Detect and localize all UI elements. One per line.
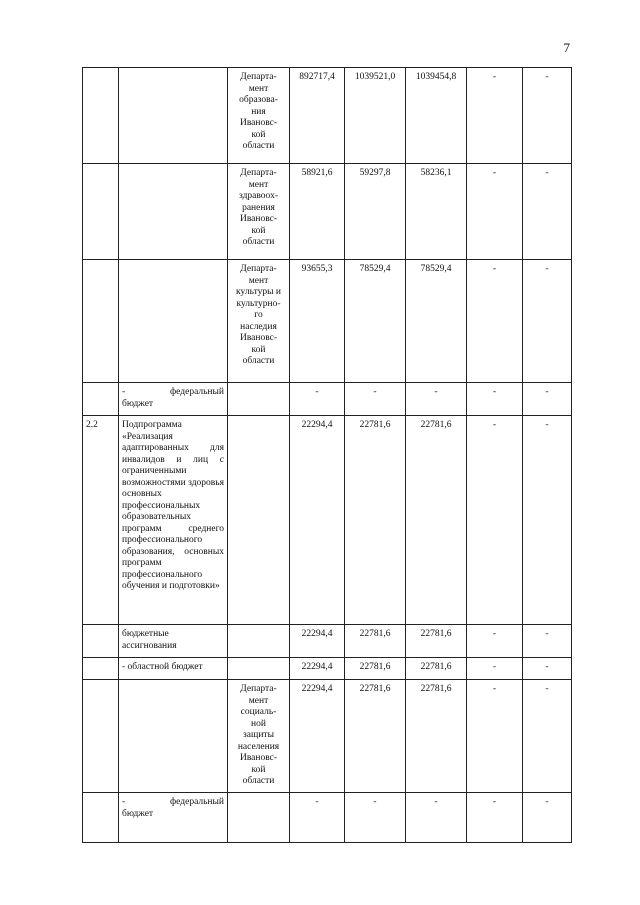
value-cell-y1: - — [290, 383, 345, 416]
name-main: федеральный — [170, 797, 224, 807]
value-cell-y1: 22294,4 — [290, 416, 345, 625]
table-row — [83, 68, 572, 164]
table-row — [83, 793, 572, 843]
value-cell-y1: 22294,4 — [290, 658, 345, 680]
row-number-cell — [83, 383, 119, 416]
name-cell — [119, 68, 228, 164]
row-number-cell — [83, 793, 119, 843]
value-cell-y5: - — [523, 260, 572, 383]
executor-cell: Департа- мент культуры и культурно- го наследия Ивановс- кой области — [228, 260, 290, 383]
value-cell-y1: 58921,6 — [290, 164, 345, 260]
value-cell-y3: 22781,6 — [406, 680, 467, 793]
value-cell-y2: - — [345, 383, 406, 416]
value-cell-y2: 22781,6 — [345, 625, 406, 658]
value-cell-y4: - — [467, 383, 523, 416]
value-cell-y2: 22781,6 — [345, 680, 406, 793]
value-cell-y2: 22781,6 — [345, 658, 406, 680]
value-cell-y5: - — [523, 658, 572, 680]
value-cell-y4: - — [467, 680, 523, 793]
name-cell: Подпрограмма «Реализация адаптированных для инвалидов и лиц с ограниченными возможностями здоровья основных профессиональных образовательных программ среднего профессионального образования, основных программ профессионального обучения и подготовки» — [119, 416, 228, 625]
value-cell-y5: - — [523, 625, 572, 658]
executor-cell — [228, 793, 290, 843]
value-cell-y4: - — [467, 68, 523, 164]
value-cell-y3: 58236,1 — [406, 164, 467, 260]
table-row — [83, 680, 572, 793]
name-cell: бюджетные ассигнования — [119, 625, 228, 658]
name-cell — [119, 164, 228, 260]
value-cell-y2: 22781,6 — [345, 416, 406, 625]
value-cell-y1: - — [290, 793, 345, 843]
name-cell — [119, 793, 228, 843]
value-cell-y2: 59297,8 — [345, 164, 406, 260]
value-cell-y3: 22781,6 — [406, 625, 467, 658]
value-cell-y1: 22294,4 — [290, 625, 345, 658]
row-number-cell — [83, 680, 119, 793]
name-main: федеральный — [170, 387, 224, 397]
budget-table — [82, 67, 572, 843]
value-cell-y4: - — [467, 658, 523, 680]
executor-cell: Департа- мент образова- ния Ивановс- кой области — [228, 68, 290, 164]
value-cell-y2: 1039521,0 — [345, 68, 406, 164]
table-row — [83, 658, 572, 680]
value-cell-y5: - — [523, 383, 572, 416]
page-number: 7 — [563, 40, 570, 55]
table-row — [83, 416, 572, 625]
row-number-cell — [83, 625, 119, 658]
table-row — [83, 625, 572, 658]
value-cell-y4: - — [467, 416, 523, 625]
value-cell-y3: 22781,6 — [406, 658, 467, 680]
executor-cell: Департа- мент здравоох- ранения Ивановс- кой области — [228, 164, 290, 260]
name-tail: бюджет — [122, 808, 154, 819]
value-cell-y5: - — [523, 416, 572, 625]
table-row — [83, 260, 572, 383]
value-cell-y3: 78529,4 — [406, 260, 467, 383]
name-prefix: - — [122, 797, 126, 807]
name-tail: бюджет — [122, 398, 154, 409]
row-number-cell: 2.2 — [83, 416, 119, 625]
row-number-cell — [83, 658, 119, 680]
value-cell-y5: - — [523, 680, 572, 793]
value-cell-y1: 22294,4 — [290, 680, 345, 793]
executor-cell — [228, 625, 290, 658]
name-cell — [119, 383, 228, 416]
name-cell: - областной бюджет — [119, 658, 228, 680]
value-cell-y1: 892717,4 — [290, 68, 345, 164]
value-cell-y5: - — [523, 793, 572, 843]
executor-cell: Департа- мент социаль- ной защиты населения Ивановс- кой области — [228, 680, 290, 793]
value-cell-y3: 1039454,8 — [406, 68, 467, 164]
executor-cell — [228, 383, 290, 416]
name-cell — [119, 260, 228, 383]
value-cell-y3: - — [406, 793, 467, 843]
value-cell-y3: - — [406, 383, 467, 416]
row-number-cell — [83, 68, 119, 164]
value-cell-y4: - — [467, 625, 523, 658]
name-prefix: - — [122, 387, 126, 397]
value-cell-y4: - — [467, 260, 523, 383]
table-row — [83, 164, 572, 260]
executor-cell — [228, 416, 290, 625]
executor-cell — [228, 658, 290, 680]
value-cell-y4: - — [467, 793, 523, 843]
row-number-cell — [83, 164, 119, 260]
value-cell-y5: - — [523, 164, 572, 260]
value-cell-y2: 78529,4 — [345, 260, 406, 383]
row-number-cell — [83, 260, 119, 383]
name-cell — [119, 680, 228, 793]
value-cell-y1: 93655,3 — [290, 260, 345, 383]
value-cell-y3: 22781,6 — [406, 416, 467, 625]
value-cell-y5: - — [523, 68, 572, 164]
value-cell-y4: - — [467, 164, 523, 260]
value-cell-y2: - — [345, 793, 406, 843]
table-row — [83, 383, 572, 416]
